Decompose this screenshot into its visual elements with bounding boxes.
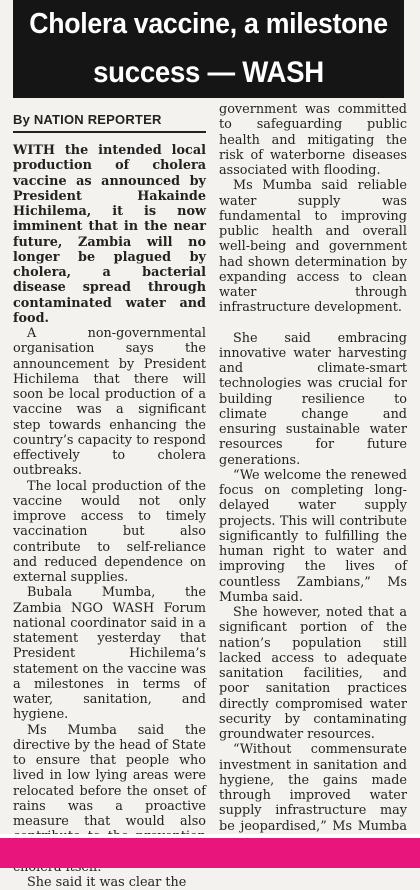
article-paragraph: Bubala Mumba, the Zambia NGO WASH Forum national coordinator said in a statement yesterday that President Hichilema’s statement on the vaccine was a milestones in terms of water, sanitation, and hygiene. — [13, 585, 206, 723]
article-paragraph: Ms Mumba said reliable water supply was fundamental to improving public health and overall well-being and government had shown determination by expanding access to clean water through infrastructure development. — [219, 178, 407, 316]
article-paragraph-continued: government was committed to safeguarding public health and mitigating the risk of waterborne diseases associated with flooding. — [219, 102, 407, 178]
headline-line-2: success — WASH — [93, 56, 324, 89]
article-column-left — [13, 112, 206, 890]
lead-paragraph: WITH the intended local production of cholera vaccine as announced by President Hakainde Hichilema, it is now imminent that in the near future, Zambia will no longer be plagued by cholera, a bacterial disease spread through contaminated water and food. — [13, 143, 206, 326]
article-paragraph: “Without commensurate investment in sanitation and hygiene, the gains made through improved water supply infrastructure may be jeopardised,” Ms Mumba — [219, 742, 407, 834]
article-paragraph: The local production of the vaccine would not only improve access to timely vaccination but also contribute to self-reliance and reduced dependence on external supplies. — [13, 478, 206, 585]
article-paragraph: “We welcome the renewed focus on completing long-delayed water supply projects. This will contribute significantly to fulfilling the human right to water and improving the lives of countless Zambians,” Ms Mumba said. — [219, 467, 407, 605]
headline-banner — [13, 0, 404, 98]
headline-line-1: Cholera vaccine, a milestone — [29, 8, 388, 40]
article-column-right — [219, 102, 407, 849]
byline: By NATION REPORTER — [13, 112, 162, 127]
article-paragraph: She said embracing innovative water harvesting and climate-smart technologies was crucial for building resilience to climate change and ensuring sustainable water resources for future generations. — [219, 330, 407, 468]
article-paragraph: Ms Mumba said the directive by the head of State to ensure that people who lived in low lying areas were relocated before the onset of rains was a proactive measure that would also — [13, 722, 206, 829]
article-paragraph: A non-governmental organisation says the announcement by President Hichilema that there will soon be local production of a vaccine was a significant step towards enhancing the country’s capacity to respond effectively to cholera outbreaks. — [13, 326, 206, 479]
article-paragraph: She however, noted that a significant portion of the nation’s population still lacked access to adequate sanitation facilities, and poor sanitation practices directly compromised water security by contaminating groundwater resources. — [219, 605, 407, 742]
byline-rule — [13, 112, 206, 133]
bottom-color-band — [0, 834, 420, 868]
article-paragraph: She said it was clear the — [27, 875, 187, 890]
